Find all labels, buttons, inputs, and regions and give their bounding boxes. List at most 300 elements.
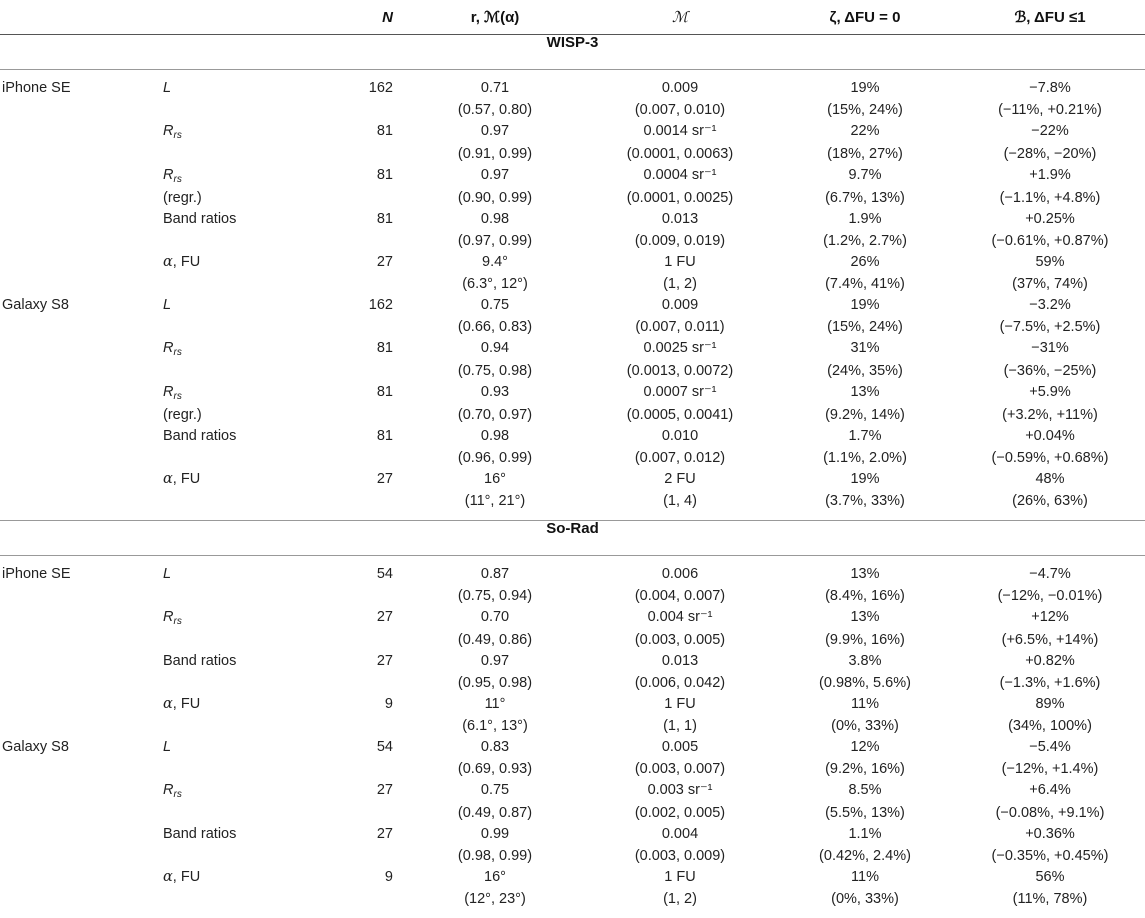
m-cell: (0.0001, 0.0025) (585, 188, 775, 210)
section-header (0, 521, 1145, 556)
m-cell: 0.0014 sr⁻¹ (585, 121, 775, 144)
r-cell: (0.66, 0.83) (405, 317, 585, 339)
r-cell: 0.97 (405, 121, 585, 144)
zeta-cell: 13% (775, 607, 955, 630)
n-cell: 27 (310, 252, 405, 274)
b-cell: (−7.5%, +2.5%) (955, 317, 1145, 339)
table-row (0, 759, 1145, 781)
header-n: N (310, 0, 405, 35)
r-cell: 0.97 (405, 165, 585, 188)
m-cell: 0.0025 sr⁻¹ (585, 338, 775, 361)
product-cell (155, 361, 310, 383)
zeta-cell: (5.5%, 13%) (775, 803, 955, 825)
device-cell (0, 607, 155, 630)
device-cell (0, 803, 155, 825)
header-b: ℬ, ΔFU ≤1 (955, 0, 1145, 35)
zeta-cell: 1.1% (775, 824, 955, 846)
device-cell (0, 188, 155, 210)
n-cell: 27 (310, 780, 405, 803)
product-cell: Band ratios (155, 824, 310, 846)
m-cell: 0.004 (585, 824, 775, 846)
m-cell: (1, 1) (585, 716, 775, 738)
zeta-cell: 26% (775, 252, 955, 274)
table-row (0, 165, 1145, 188)
device-cell (0, 121, 155, 144)
device-cell (0, 338, 155, 361)
product-cell: L (155, 78, 310, 100)
b-cell: +6.4% (955, 780, 1145, 803)
product-cell (155, 144, 310, 166)
device-cell (0, 405, 155, 427)
r-cell: 9.4° (405, 252, 585, 274)
r-cell: (0.75, 0.94) (405, 586, 585, 608)
table-row (0, 673, 1145, 695)
zeta-cell: 19% (775, 78, 955, 100)
r-cell: 0.99 (405, 824, 585, 846)
m-cell: (1, 2) (585, 889, 775, 911)
n-cell (310, 630, 405, 652)
device-cell: iPhone SE (0, 564, 155, 586)
r-cell: (0.70, 0.97) (405, 405, 585, 427)
b-cell: +0.04% (955, 426, 1145, 448)
n-cell: 81 (310, 382, 405, 405)
n-cell: 81 (310, 338, 405, 361)
b-cell: +5.9% (955, 382, 1145, 405)
b-cell: 59% (955, 252, 1145, 274)
zeta-cell: (24%, 35%) (775, 361, 955, 383)
product-cell: L (155, 564, 310, 586)
b-cell: (34%, 100%) (955, 716, 1145, 738)
zeta-cell: (9.2%, 14%) (775, 405, 955, 427)
m-cell: (0.0013, 0.0072) (585, 361, 775, 383)
spacer-row (0, 556, 1145, 565)
r-cell: (0.57, 0.80) (405, 100, 585, 122)
zeta-cell: 22% (775, 121, 955, 144)
table-row (0, 252, 1145, 274)
device-cell (0, 144, 155, 166)
r-cell: 16° (405, 469, 585, 491)
product-cell (155, 630, 310, 652)
m-cell: (0.0005, 0.0041) (585, 405, 775, 427)
n-cell: 54 (310, 564, 405, 586)
zeta-cell: 1.7% (775, 426, 955, 448)
table-row (0, 630, 1145, 652)
b-cell: (−36%, −25%) (955, 361, 1145, 383)
r-cell: (0.69, 0.93) (405, 759, 585, 781)
product-cell (155, 317, 310, 339)
product-cell: $R_{rs}$ (155, 780, 310, 803)
b-cell: (37%, 74%) (955, 274, 1145, 296)
b-cell: (−1.3%, +1.6%) (955, 673, 1145, 695)
product-cell (155, 274, 310, 296)
spacer-row (0, 70, 1145, 79)
device-cell (0, 694, 155, 716)
r-cell: 11° (405, 694, 585, 716)
zeta-cell: (1.2%, 2.7%) (775, 231, 955, 253)
device-cell: Galaxy S8 (0, 737, 155, 759)
m-cell: (0.002, 0.005) (585, 803, 775, 825)
section-header (0, 35, 1145, 70)
device-cell (0, 716, 155, 738)
table-row (0, 209, 1145, 231)
b-cell: −5.4% (955, 737, 1145, 759)
table-row (0, 651, 1145, 673)
b-cell: (+3.2%, +11%) (955, 405, 1145, 427)
zeta-cell: (0%, 33%) (775, 889, 955, 911)
device-cell (0, 673, 155, 695)
n-cell: 54 (310, 737, 405, 759)
r-cell: (6.1°, 13°) (405, 716, 585, 738)
n-cell (310, 673, 405, 695)
r-cell: (0.95, 0.98) (405, 673, 585, 695)
product-cell (155, 673, 310, 695)
r-cell: (12°, 23°) (405, 889, 585, 911)
r-cell: 0.94 (405, 338, 585, 361)
section-title-text: So-Rad (546, 520, 599, 537)
n-cell (310, 188, 405, 210)
b-cell: (−12%, −0.01%) (955, 586, 1145, 608)
n-cell: 162 (310, 78, 405, 100)
b-cell: (+6.5%, +14%) (955, 630, 1145, 652)
r-cell: 0.83 (405, 737, 585, 759)
m-cell: 0.005 (585, 737, 775, 759)
r-cell: 0.98 (405, 209, 585, 231)
table-row (0, 100, 1145, 122)
b-cell: (−0.08%, +9.1%) (955, 803, 1145, 825)
section-title-text: WISP-3 (547, 34, 599, 51)
header-zeta: ζ, ΔFU = 0 (775, 0, 955, 35)
product-cell (155, 846, 310, 868)
b-cell: (26%, 63%) (955, 491, 1145, 513)
section-title (0, 521, 1145, 556)
product-cell (155, 448, 310, 470)
r-cell: (0.98, 0.99) (405, 846, 585, 868)
zeta-cell: 9.7% (775, 165, 955, 188)
n-cell (310, 889, 405, 911)
header-product (155, 0, 310, 35)
device-cell (0, 780, 155, 803)
n-cell (310, 846, 405, 868)
table-row (0, 338, 1145, 361)
table-row (0, 469, 1145, 491)
table-row (0, 824, 1145, 846)
product-cell: Band ratios (155, 426, 310, 448)
device-cell (0, 759, 155, 781)
device-cell (0, 252, 155, 274)
n-cell (310, 361, 405, 383)
header-r: r, ℳ(α) (405, 0, 585, 35)
m-cell: (0.003, 0.007) (585, 759, 775, 781)
product-cell: α, FU (155, 694, 310, 716)
n-cell (310, 231, 405, 253)
table-row (0, 361, 1145, 383)
n-cell: 9 (310, 694, 405, 716)
m-cell: 0.013 (585, 651, 775, 673)
r-cell: 0.93 (405, 382, 585, 405)
zeta-cell: 12% (775, 737, 955, 759)
m-cell: 0.003 sr⁻¹ (585, 780, 775, 803)
device-cell (0, 274, 155, 296)
m-cell: (0.007, 0.010) (585, 100, 775, 122)
product-cell: $R_{rs}$ (155, 165, 310, 188)
n-cell (310, 759, 405, 781)
zeta-cell: (1.1%, 2.0%) (775, 448, 955, 470)
b-cell: (−0.61%, +0.87%) (955, 231, 1145, 253)
product-cell: L (155, 737, 310, 759)
zeta-cell: (7.4%, 41%) (775, 274, 955, 296)
n-cell (310, 100, 405, 122)
table-row (0, 491, 1145, 513)
b-cell: +0.82% (955, 651, 1145, 673)
header-device (0, 0, 155, 35)
b-cell: 48% (955, 469, 1145, 491)
device-cell (0, 382, 155, 405)
product-cell (155, 586, 310, 608)
m-cell: (0.003, 0.009) (585, 846, 775, 868)
device-cell (0, 469, 155, 491)
r-cell: 0.97 (405, 651, 585, 673)
n-cell: 81 (310, 426, 405, 448)
b-cell: +12% (955, 607, 1145, 630)
n-cell (310, 803, 405, 825)
m-cell: 1 FU (585, 694, 775, 716)
table-row (0, 144, 1145, 166)
n-cell: 9 (310, 867, 405, 889)
table-header (0, 0, 1145, 35)
m-cell: 1 FU (585, 252, 775, 274)
m-cell: 0.0007 sr⁻¹ (585, 382, 775, 405)
product-cell: $R_{rs}$ (155, 607, 310, 630)
b-cell: 89% (955, 694, 1145, 716)
n-cell (310, 405, 405, 427)
r-cell: (0.49, 0.87) (405, 803, 585, 825)
product-cell: α, FU (155, 252, 310, 274)
product-cell (155, 759, 310, 781)
r-cell: (6.3°, 12°) (405, 274, 585, 296)
b-cell: −4.7% (955, 564, 1145, 586)
device-cell (0, 651, 155, 673)
b-cell: −31% (955, 338, 1145, 361)
product-cell: $R_{rs}$ (155, 338, 310, 361)
r-cell: (0.91, 0.99) (405, 144, 585, 166)
table-row (0, 295, 1145, 317)
r-cell: 0.70 (405, 607, 585, 630)
product-cell: $R_{rs}$ (155, 382, 310, 405)
table-row (0, 405, 1145, 427)
zeta-cell: (3.7%, 33%) (775, 491, 955, 513)
r-cell: (0.75, 0.98) (405, 361, 585, 383)
product-cell (155, 889, 310, 911)
n-cell: 81 (310, 209, 405, 231)
m-cell: (0.007, 0.012) (585, 448, 775, 470)
r-cell: (0.97, 0.99) (405, 231, 585, 253)
header-m: ℳ (585, 0, 775, 35)
m-cell: 0.009 (585, 78, 775, 100)
device-cell (0, 491, 155, 513)
b-cell: +0.36% (955, 824, 1145, 846)
b-cell: (−1.1%, +4.8%) (955, 188, 1145, 210)
device-cell (0, 824, 155, 846)
n-cell: 162 (310, 295, 405, 317)
product-cell (155, 231, 310, 253)
r-cell: (11°, 21°) (405, 491, 585, 513)
r-cell: 0.87 (405, 564, 585, 586)
b-cell: +0.25% (955, 209, 1145, 231)
b-cell: −22% (955, 121, 1145, 144)
b-cell: +1.9% (955, 165, 1145, 188)
device-cell (0, 889, 155, 911)
device-cell (0, 231, 155, 253)
table-row (0, 426, 1145, 448)
n-cell (310, 448, 405, 470)
n-cell (310, 144, 405, 166)
product-cell: (regr.) (155, 405, 310, 427)
n-cell: 27 (310, 607, 405, 630)
m-cell: 2 FU (585, 469, 775, 491)
m-cell: 0.009 (585, 295, 775, 317)
table-row (0, 317, 1145, 339)
product-cell: (regr.) (155, 188, 310, 210)
b-cell: −7.8% (955, 78, 1145, 100)
m-cell: (1, 4) (585, 491, 775, 513)
n-cell: 27 (310, 651, 405, 673)
b-cell: (−12%, +1.4%) (955, 759, 1145, 781)
zeta-cell: 13% (775, 382, 955, 405)
b-cell: −3.2% (955, 295, 1145, 317)
m-cell: (0.007, 0.011) (585, 317, 775, 339)
zeta-cell: 19% (775, 469, 955, 491)
b-cell: (−28%, −20%) (955, 144, 1145, 166)
m-cell: (0.009, 0.019) (585, 231, 775, 253)
b-cell: (−11%, +0.21%) (955, 100, 1145, 122)
device-cell (0, 165, 155, 188)
device-cell (0, 448, 155, 470)
zeta-cell: (0%, 33%) (775, 716, 955, 738)
device-cell (0, 317, 155, 339)
table-row (0, 121, 1145, 144)
section-title (0, 35, 1145, 70)
n-cell (310, 491, 405, 513)
n-cell (310, 586, 405, 608)
n-cell: 81 (310, 121, 405, 144)
table-row (0, 607, 1145, 630)
n-cell: 27 (310, 469, 405, 491)
m-cell: (0.004, 0.007) (585, 586, 775, 608)
device-cell (0, 361, 155, 383)
r-cell: 16° (405, 867, 585, 889)
table-row (0, 274, 1145, 296)
product-cell: Band ratios (155, 651, 310, 673)
r-cell: (0.96, 0.99) (405, 448, 585, 470)
product-cell (155, 803, 310, 825)
product-cell (155, 491, 310, 513)
table-row (0, 382, 1145, 405)
zeta-cell: (9.2%, 16%) (775, 759, 955, 781)
device-cell (0, 586, 155, 608)
r-cell: (0.49, 0.86) (405, 630, 585, 652)
m-cell: (0.0001, 0.0063) (585, 144, 775, 166)
table-row (0, 78, 1145, 100)
device-cell (0, 100, 155, 122)
table-row (0, 716, 1145, 738)
table-row (0, 231, 1145, 253)
zeta-cell: (6.7%, 13%) (775, 188, 955, 210)
zeta-cell: 19% (775, 295, 955, 317)
device-cell: Galaxy S8 (0, 295, 155, 317)
device-cell (0, 846, 155, 868)
r-cell: 0.75 (405, 780, 585, 803)
m-cell: 0.006 (585, 564, 775, 586)
n-cell: 27 (310, 824, 405, 846)
zeta-cell: (0.42%, 2.4%) (775, 846, 955, 868)
m-cell: 0.004 sr⁻¹ (585, 607, 775, 630)
table-row (0, 586, 1145, 608)
device-cell (0, 209, 155, 231)
n-cell (310, 317, 405, 339)
table-row (0, 780, 1145, 803)
zeta-cell: 31% (775, 338, 955, 361)
m-cell: (0.003, 0.005) (585, 630, 775, 652)
m-cell: 1 FU (585, 867, 775, 889)
table-row (0, 803, 1145, 825)
m-cell: 0.010 (585, 426, 775, 448)
b-cell: 56% (955, 867, 1145, 889)
zeta-cell: 1.9% (775, 209, 955, 231)
b-cell: (11%, 78%) (955, 889, 1145, 911)
product-cell: α, FU (155, 469, 310, 491)
product-cell (155, 716, 310, 738)
device-cell (0, 426, 155, 448)
m-cell: (1, 2) (585, 274, 775, 296)
b-cell: (−0.35%, +0.45%) (955, 846, 1145, 868)
r-cell: 0.75 (405, 295, 585, 317)
r-cell: 0.98 (405, 426, 585, 448)
zeta-cell: 3.8% (775, 651, 955, 673)
zeta-cell: (15%, 24%) (775, 100, 955, 122)
table-row (0, 188, 1145, 210)
zeta-cell: (15%, 24%) (775, 317, 955, 339)
n-cell (310, 716, 405, 738)
product-cell: $R_{rs}$ (155, 121, 310, 144)
device-cell: iPhone SE (0, 78, 155, 100)
zeta-cell: 11% (775, 867, 955, 889)
device-cell (0, 630, 155, 652)
r-cell: (0.90, 0.99) (405, 188, 585, 210)
table-row (0, 889, 1145, 911)
table-body (0, 35, 1145, 918)
b-cell: (−0.59%, +0.68%) (955, 448, 1145, 470)
table-row (0, 448, 1145, 470)
zeta-cell: (9.9%, 16%) (775, 630, 955, 652)
zeta-cell: (0.98%, 5.6%) (775, 673, 955, 695)
product-cell: Band ratios (155, 209, 310, 231)
spacer-row (0, 910, 1145, 918)
m-cell: (0.006, 0.042) (585, 673, 775, 695)
device-cell (0, 867, 155, 889)
table-row (0, 867, 1145, 889)
table-row (0, 737, 1145, 759)
product-cell: L (155, 295, 310, 317)
product-cell: α, FU (155, 867, 310, 889)
n-cell: 81 (310, 165, 405, 188)
zeta-cell: 8.5% (775, 780, 955, 803)
table-row (0, 846, 1145, 868)
zeta-cell: 11% (775, 694, 955, 716)
zeta-cell: 13% (775, 564, 955, 586)
m-cell: 0.0004 sr⁻¹ (585, 165, 775, 188)
zeta-cell: (18%, 27%) (775, 144, 955, 166)
r-cell: 0.71 (405, 78, 585, 100)
